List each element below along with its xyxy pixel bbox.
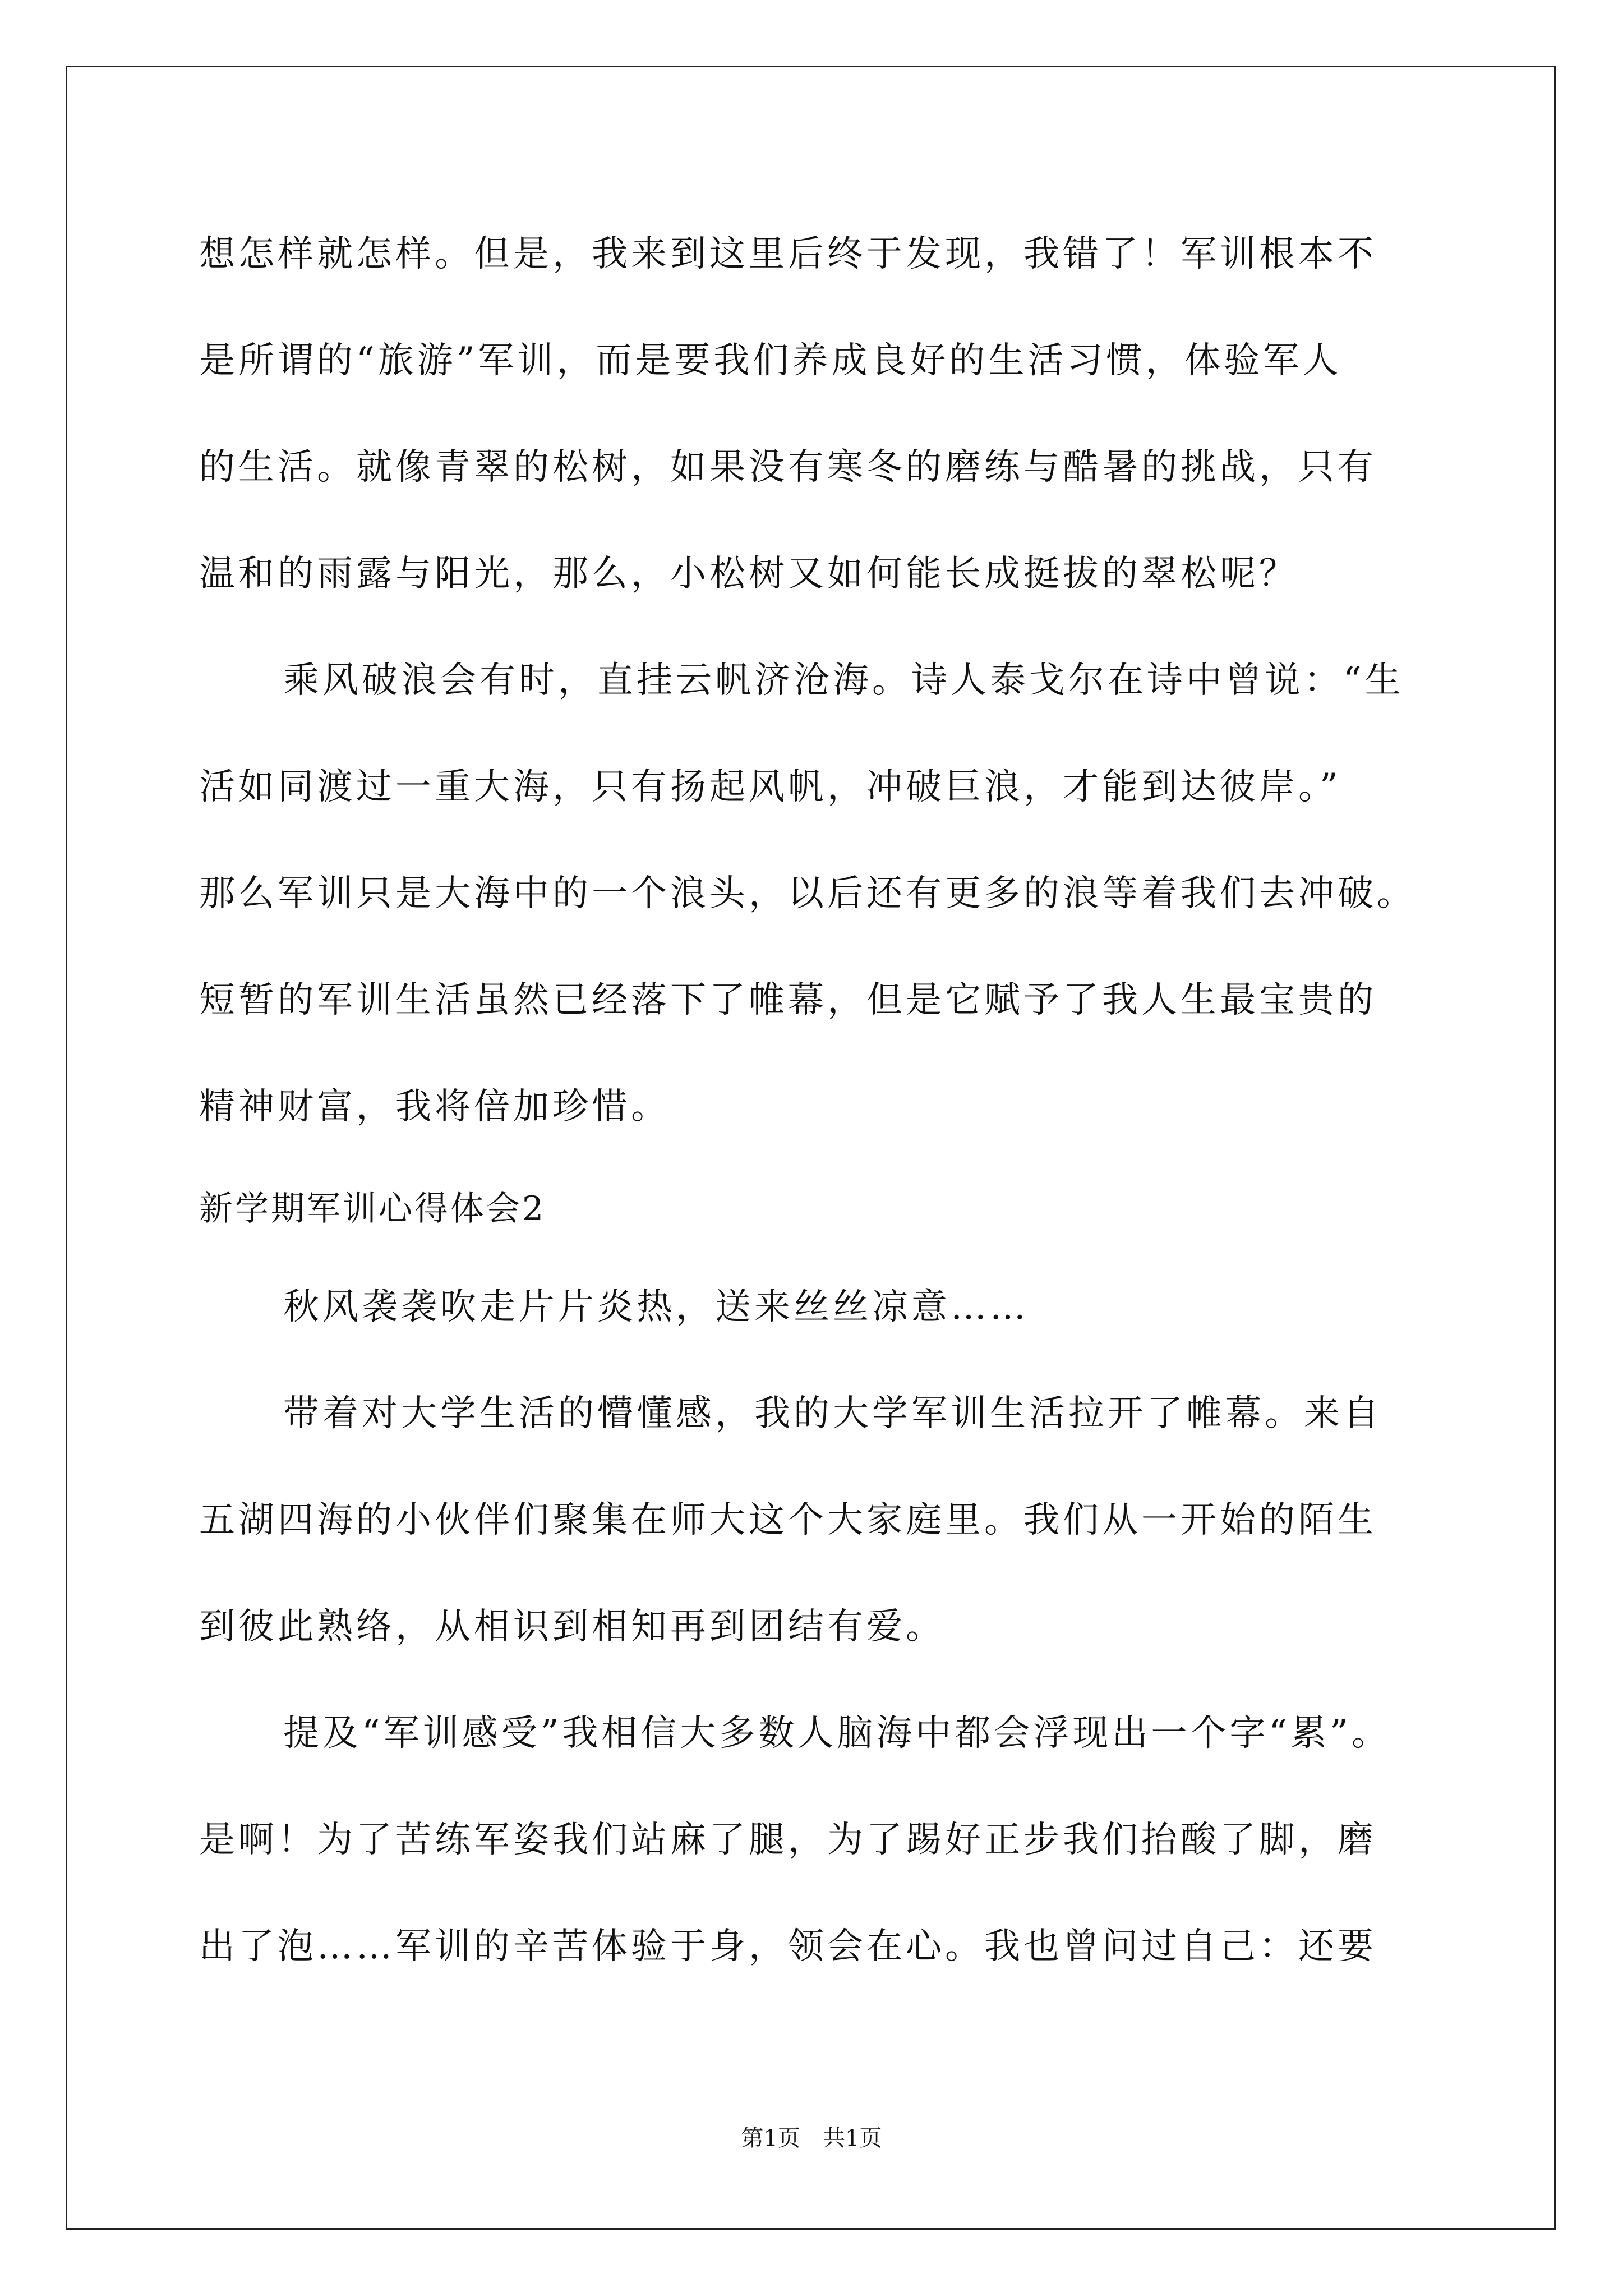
page-border bbox=[66, 66, 1556, 2230]
paragraph-2-line-5: 精神财富，我将倍加珍惜。 bbox=[199, 1086, 670, 1128]
paragraph-5-line-2: 是啊！为了苦练军姿我们站麻了腿，为了踢好正步我们抬酸了脚，磨 bbox=[199, 1819, 1377, 1861]
paragraph-4-line-2: 五湖四海的小伙伴们聚集在师大这个大家庭里。我们从一开始的陌生 bbox=[199, 1499, 1377, 1541]
paragraph-2-line-4: 短暂的军训生活虽然已经落下了帷幕，但是它赋予了我人生最宝贵的 bbox=[199, 979, 1377, 1021]
paragraph-5-line-1: 提及“军训感受”我相信大多数人脑海中都会浮现出一个字“累”。 bbox=[283, 1713, 1391, 1754]
paragraph-2-line-1: 乘风破浪会有时，直挂云帆济沧海。诗人泰戈尔在诗中曾说：“生 bbox=[283, 660, 1404, 701]
paragraph-1-line-2: 是所谓的“旅游”军训，而是要我们养成良好的生活习惯，体验军人 bbox=[199, 340, 1342, 381]
paragraph-5-line-3: 出了泡……军训的辛苦体验于身，领会在心。我也曾问过自己：还要 bbox=[199, 1926, 1377, 1967]
paragraph-2-line-3: 那么军训只是大海中的一个浪头，以后还有更多的浪等着我们去冲破。 bbox=[199, 873, 1416, 914]
section-heading: 新学期军训心得体会2 bbox=[199, 1189, 546, 1228]
paragraph-2-line-2: 活如同渡过一重大海，只有扬起风帆，冲破巨浪，才能到达彼岸。” bbox=[199, 766, 1341, 808]
paragraph-3-line-1: 秋风袭袭吹走片片炎热，送来丝丝凉意…… bbox=[283, 1286, 1029, 1328]
paragraph-4-line-1: 带着对大学生活的懵懂感，我的大学军训生活拉开了帷幕。来自 bbox=[283, 1393, 1382, 1434]
paragraph-4-line-3: 到彼此熟络，从相识到相知再到团结有爱。 bbox=[199, 1606, 945, 1648]
page-number-footer: 第1页 共1页 bbox=[741, 2125, 882, 2151]
paragraph-1-line-3: 的生活。就像青翠的松树，如果没有寒冬的磨练与酷暑的挑战，只有 bbox=[199, 447, 1377, 488]
paragraph-1-line-4: 温和的雨露与阳光，那么，小松树又如何能长成挺拔的翠松呢？ bbox=[199, 553, 1298, 595]
paragraph-1-line-1: 想怎样就怎样。但是，我来到这里后终于发现，我错了！军训根本不 bbox=[199, 233, 1377, 275]
